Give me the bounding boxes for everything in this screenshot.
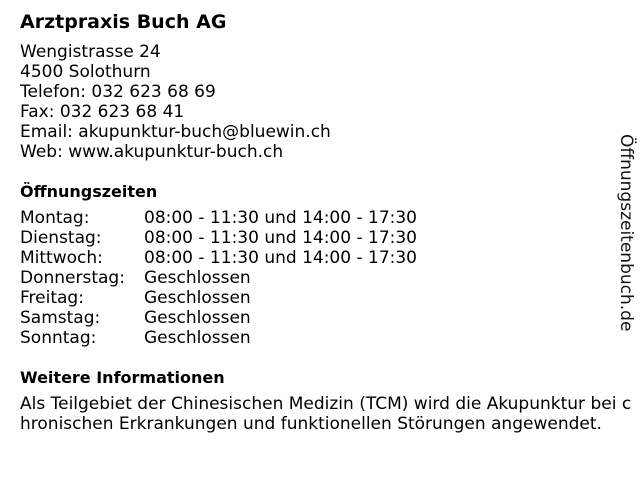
fax-number: Fax: 032 623 68 41 xyxy=(20,102,185,122)
hours-time: 08:00 - 11:30 und 14:00 - 17:30 xyxy=(144,208,417,228)
hours-time: Geschlossen xyxy=(144,288,251,308)
address-street: Wengistrasse 24 xyxy=(20,42,161,62)
hours-day: Montag: xyxy=(20,208,90,228)
hours-day: Samstag: xyxy=(20,308,101,328)
email-address: Email: akupunktur-buch@bluewin.ch xyxy=(20,122,331,142)
hours-time: Geschlossen xyxy=(144,328,251,348)
hours-time: Geschlossen xyxy=(144,268,251,288)
hours-row-monday xyxy=(20,208,632,228)
hours-row-saturday xyxy=(20,308,632,328)
hours-day: Freitag: xyxy=(20,288,84,308)
watermark-text: Öffnungszeitenbuch.de xyxy=(616,134,636,332)
hours-day: Mittwoch: xyxy=(20,248,103,268)
phone-number: Telefon: 032 623 68 69 xyxy=(20,82,216,102)
hours-row-sunday xyxy=(20,328,632,348)
hours-time: 08:00 - 11:30 und 14:00 - 17:30 xyxy=(144,248,417,268)
hours-time: 08:00 - 11:30 und 14:00 - 17:30 xyxy=(144,228,417,248)
hours-row-tuesday xyxy=(20,228,632,248)
further-info-heading: Weitere Informationen xyxy=(20,368,225,387)
further-info-text: Als Teilgebiet der Chinesischen Medizin (TCM) wird die Akupunktur bei chronischen Erkrankungen und funktionellen Störungen angewendet. xyxy=(20,394,632,434)
address-city: 4500 Solothurn xyxy=(20,62,151,82)
opening-hours-heading: Öffnungszeiten xyxy=(20,182,158,201)
practice-card xyxy=(20,10,632,434)
practice-name: Arztpraxis Buch AG xyxy=(20,11,227,33)
hours-day: Dienstag: xyxy=(20,228,102,248)
hours-row-thursday xyxy=(20,268,632,288)
hours-day: Donnerstag: xyxy=(20,268,125,288)
opening-hours-table xyxy=(20,208,632,348)
hours-row-wednesday xyxy=(20,248,632,268)
hours-day: Sonntag: xyxy=(20,328,97,348)
hours-time: Geschlossen xyxy=(144,308,251,328)
website-address: Web: www.akupunktur-buch.ch xyxy=(20,142,284,162)
hours-row-friday xyxy=(20,288,632,308)
